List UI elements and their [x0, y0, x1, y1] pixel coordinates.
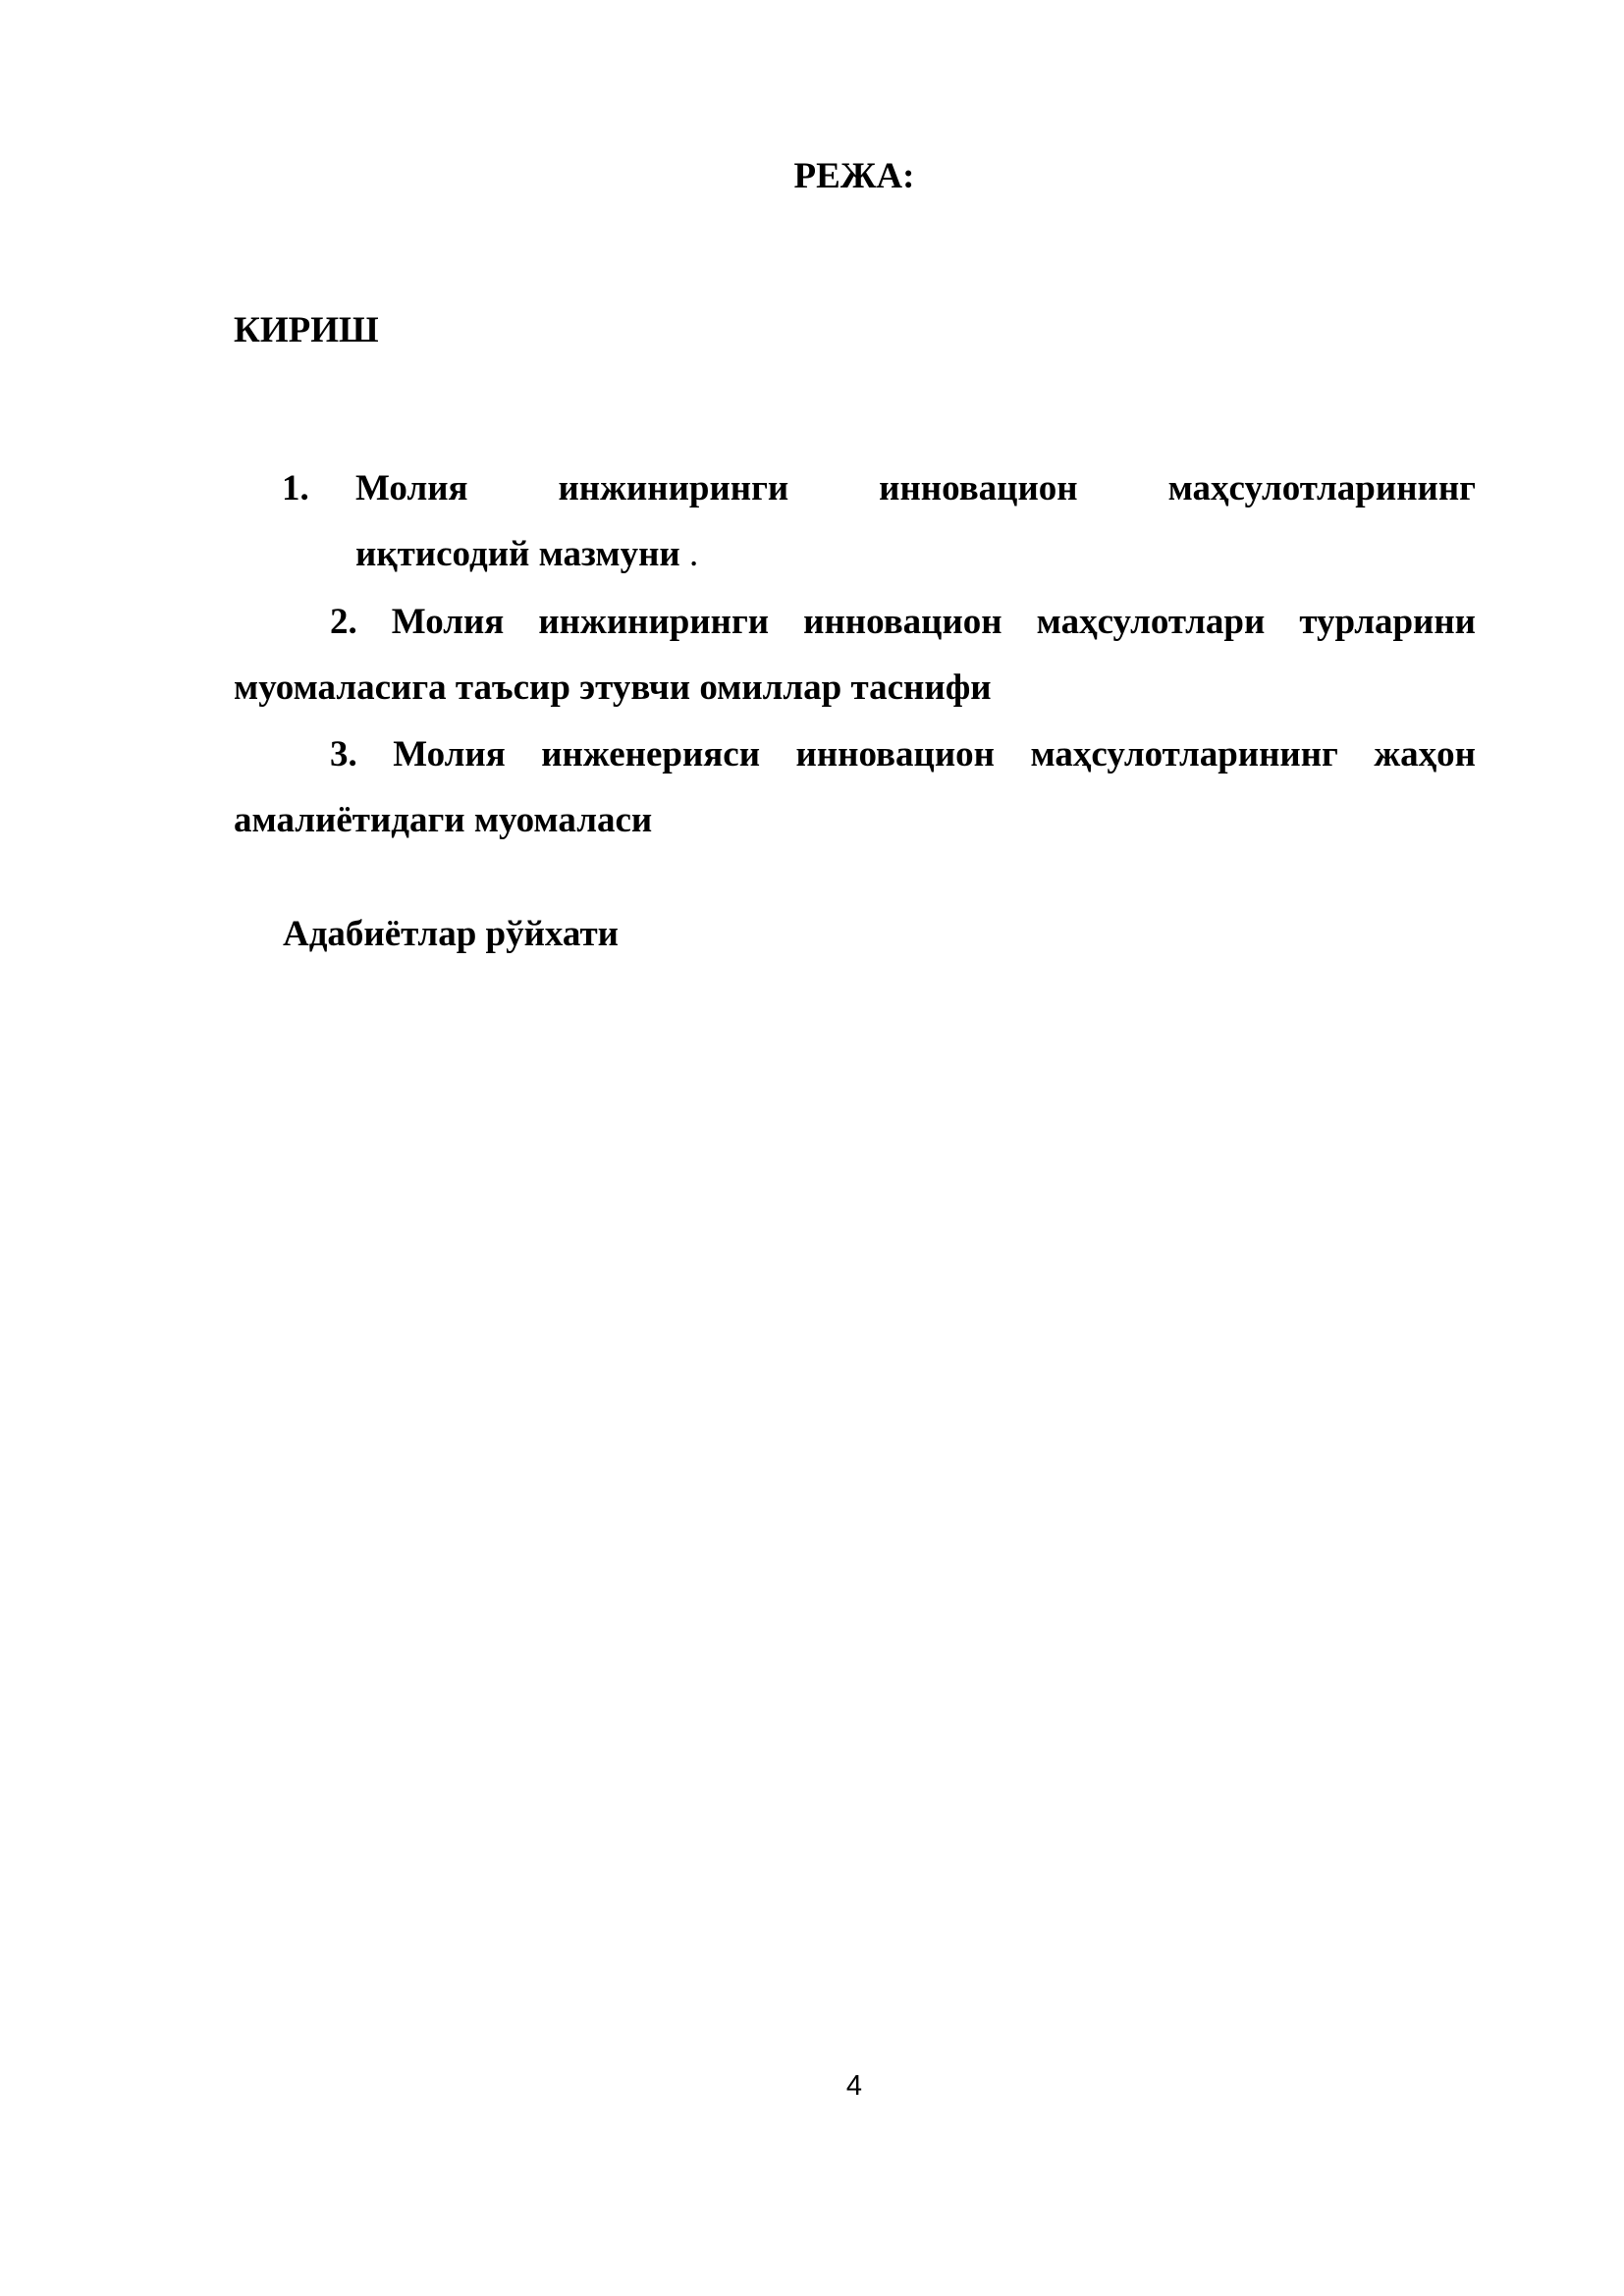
plan-item-number: 3.: [330, 734, 357, 774]
section-heading-intro: КИРИШ: [234, 310, 379, 350]
page-title: РЕЖА:: [793, 156, 915, 196]
plan-item-text: иқтисодий мазмуни: [355, 534, 680, 574]
plan-item-word: маҳсулотларининг: [1167, 468, 1476, 508]
plan-item-number: 1.: [282, 468, 309, 508]
plan-item-word: инновацион: [879, 468, 1078, 508]
plan-item-number: 2.: [330, 602, 357, 642]
references-heading: Адабиётлар рўйхати: [283, 914, 619, 954]
plan-item-word: маҳсулотларининг: [1030, 734, 1338, 774]
plan-item-word: инженерияси: [541, 734, 761, 774]
plan-item-trailing-dot: .: [688, 534, 699, 574]
plan-item-word: Молия: [355, 468, 468, 508]
plan-item-line: [330, 601, 1476, 644]
plan-item-text: муомаласига таъсир этувчи омиллар таснифи: [234, 667, 992, 708]
plan-item-word: инжиниринги: [538, 602, 770, 642]
plan-item-word: инновацион: [803, 602, 1002, 642]
plan-item-text: амалиётидаги муомаласи: [234, 800, 653, 840]
plan-item-line: [330, 733, 1476, 776]
plan-item-word: инжиниринги: [558, 468, 789, 508]
plan-item-word: жаҳон: [1374, 734, 1476, 774]
plan-item-line: [355, 533, 698, 576]
plan-item-word: Молия: [393, 734, 506, 774]
page-number: 4: [845, 2070, 863, 2102]
plan-item-word: Молия: [391, 602, 505, 642]
plan-item-word: инновацион: [795, 734, 995, 774]
plan-item-word: турларини: [1299, 602, 1476, 642]
plan-item-line: [355, 467, 1476, 510]
plan-item-word: маҳсулотлари: [1036, 602, 1266, 642]
